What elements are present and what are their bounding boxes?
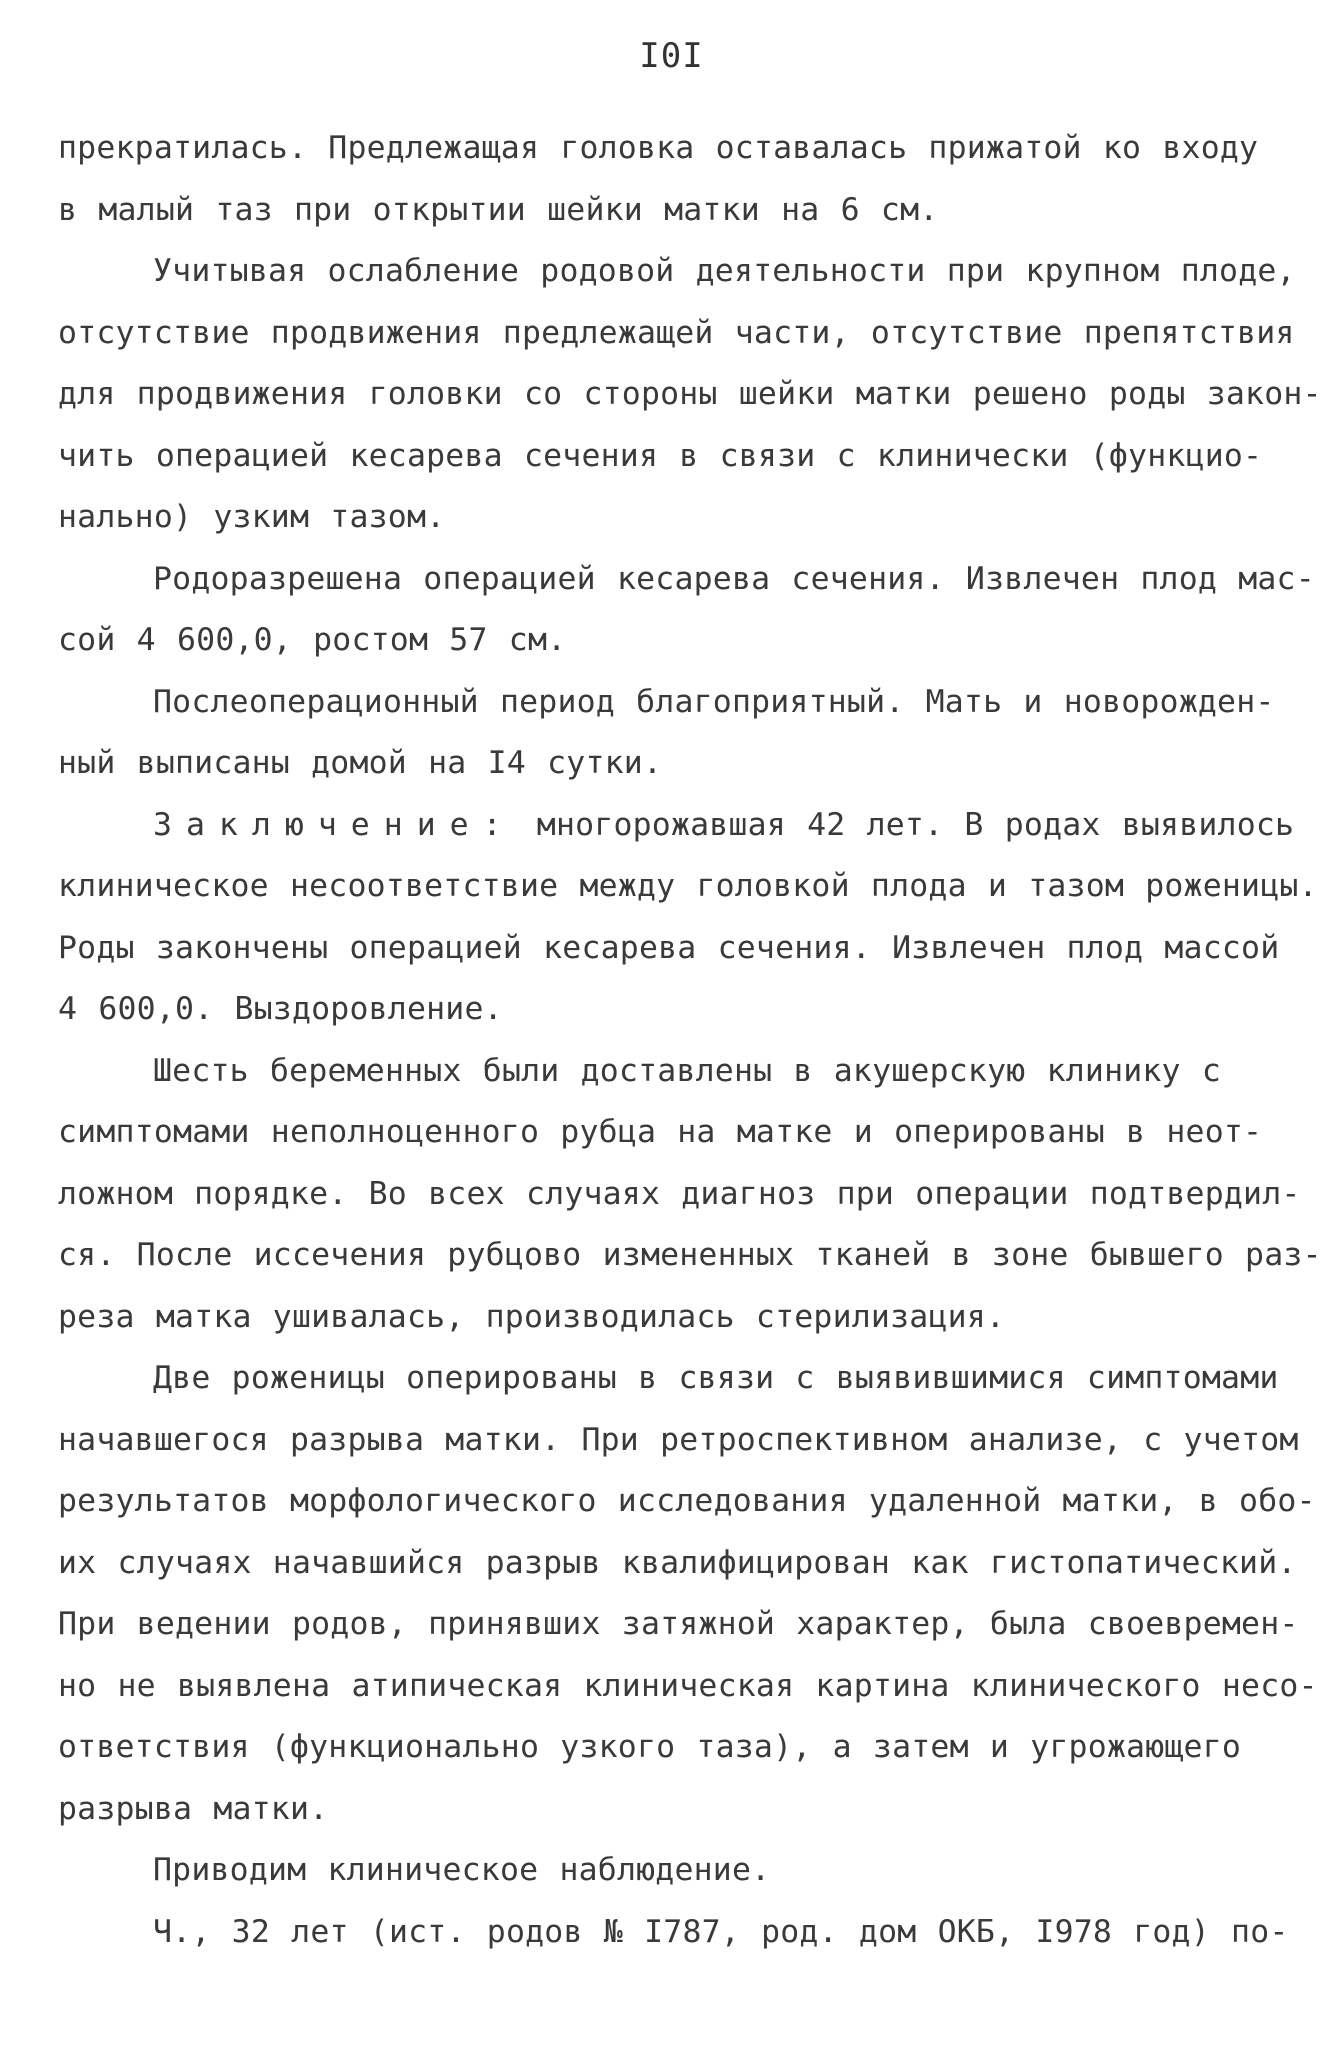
text-line: Послеоперационный период благоприятный. Мать и новорожден- xyxy=(153,683,1275,720)
text-line: многорожавшая 42 лет. В родах выявилось xyxy=(515,806,1295,843)
conclusion-heading: Заключение: xyxy=(153,806,516,843)
text-line: отсутствие продвижения предлежащей части, отсутствие препятствия xyxy=(58,314,1295,351)
text-line: начавшегося разрыва матки. При ретроспективном анализе, с учетом xyxy=(58,1421,1299,1458)
text-line: При ведении родов, принявших затяжной характер, была своевремен- xyxy=(58,1606,1299,1642)
text-line: для продвижения головки со стороны шейки матки решено роды закон- xyxy=(58,376,1322,412)
text-line: симптомами неполноценного рубца на матке и оперированы в неот- xyxy=(58,1114,1263,1150)
text-line: Две роженицы оперированы в связи с выявившимися симптомами xyxy=(153,1360,1279,1396)
text-line: Ч., 32 лет (ист. родов № I787, род. дом ОКБ, I978 год) по- xyxy=(153,1913,1289,1950)
text-line: чить операцией кесарева сечения в связи с клинически (функцио- xyxy=(58,437,1263,474)
text-line: Шесть беременных были доставлены в акушерскую клинику с xyxy=(153,1052,1222,1089)
conclusion-line xyxy=(58,795,1298,857)
text-line: 4 600,0. Выздоровление. xyxy=(58,991,503,1027)
text-line: в малый таз при открытии шейки матки на 6 см. xyxy=(58,191,939,228)
text-line: ный выписаны домой на I4 сутки. xyxy=(58,745,663,781)
text-line: но не выявлена атипическая клиническая картина клинического несо- xyxy=(58,1667,1318,1704)
text-line: Родоразрешена операцией кесарева сечения. Извлечен плод мас- xyxy=(153,560,1315,597)
text-line: Роды закончены операцией кесарева сечения. Извлечен плод массой xyxy=(58,929,1280,966)
text-line: нально) узким тазом. xyxy=(58,499,446,535)
text-line: ся. После иссечения рубцово измененных тканей в зоне бывшего раз- xyxy=(58,1237,1322,1273)
text-line: клиническое несоответствие между головкой плода и тазом роженицы. xyxy=(58,868,1318,904)
text-line: прекратилась. Предлежащая головка оставалась прижатой ко входу xyxy=(58,130,1259,166)
text-line: реза матка ушивалась, производилась стерилизация. xyxy=(58,1298,1006,1335)
body-text xyxy=(58,118,1322,1963)
text-line: сой 4 600,0, ростом 57 см. xyxy=(58,622,567,658)
text-line: Учитывая ослабление родовой деятельности при крупном плоде, xyxy=(153,253,1296,289)
text-line: Приводим клиническое наблюдение. xyxy=(153,1852,771,1888)
text-line: ложном порядке. Во всех случаях диагноз при операции подтвердил- xyxy=(58,1175,1301,1212)
text-line: их случаях начавшийся разрыв квалифицирован как гистопатический. xyxy=(58,1544,1297,1581)
page-number: I0I xyxy=(639,36,704,76)
text-line: разрыва матки. xyxy=(58,1790,329,1827)
text-line: результатов морфологического исследования удаленной матки, в обо- xyxy=(58,1483,1316,1519)
text-line: ответствия (функционально узкого таза), а затем и угрожающего xyxy=(58,1729,1242,1765)
